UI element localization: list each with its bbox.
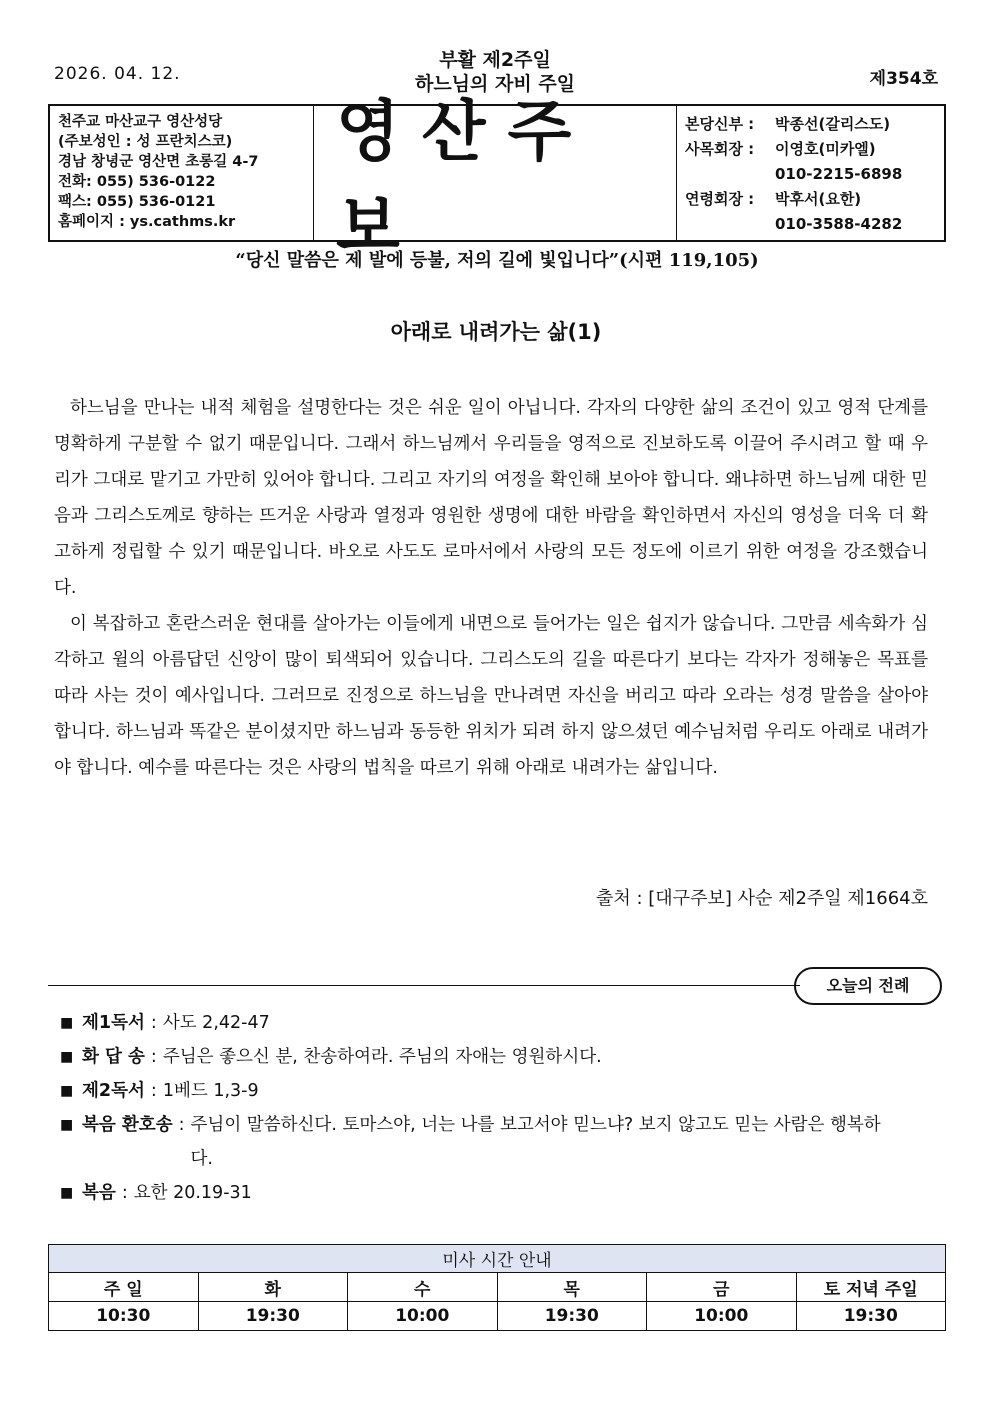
issue-date: 2026. 04. 12. — [54, 64, 181, 84]
issue-number: 제354호 — [869, 69, 938, 89]
mass-day: 금 — [647, 1273, 797, 1302]
reading-value: 사도 2,42-47 — [162, 1013, 270, 1033]
pastor-row — [685, 112, 936, 137]
reading-gospel — [60, 1176, 940, 1210]
reading-separator: : — [121, 1183, 128, 1203]
mass-time: 10:00 — [647, 1302, 797, 1331]
reading-label: 제2독서 — [82, 1081, 145, 1101]
reading-value: 주님은 좋으신 분, 찬송하여라. 주님의 자애는 영원하시다. — [162, 1047, 602, 1067]
article-source: 출처 : [대구주보] 사순 제2주일 제1664호 — [595, 888, 928, 909]
reading-value: 1베드 1,3-9 — [162, 1081, 259, 1101]
parish-fax: 팩스: 055) 536-0121 — [58, 194, 216, 210]
elder-row — [685, 187, 936, 212]
council-phone: 010-2215-6898 — [775, 165, 903, 183]
parish-info — [50, 106, 314, 240]
reading-separator: : — [150, 1047, 157, 1067]
bulletin-title-box — [314, 92, 676, 265]
pastor-name: 박종선(갈리스도) — [775, 115, 891, 133]
scripture-motto: “당신 말씀은 제 발에 등불, 저의 길에 빛입니다”(시편 119,105) — [235, 250, 759, 271]
reading-separator: : — [150, 1081, 157, 1101]
parish-phone: 전화: 055) 536-0122 — [58, 174, 216, 190]
reading-acclamation — [60, 1108, 940, 1176]
square-bullet-icon: ■ — [60, 1117, 74, 1133]
parish-homepage: 홈페이지 : ys.cathms.kr — [58, 214, 236, 230]
article-title: 아래로 내려가는 삶(1) — [390, 320, 602, 344]
reading-label: 제1독서 — [82, 1013, 145, 1033]
staff-info — [676, 106, 944, 240]
mass-days-row — [49, 1273, 946, 1302]
parish-address: 경남 창녕군 영산면 초롱길 4-7 — [58, 154, 259, 170]
council-name: 이영호(미카엘) — [775, 140, 876, 158]
reading-separator: : — [178, 1115, 185, 1135]
elder-label: 연령회장 : — [685, 190, 755, 208]
reading-label: 복음 — [82, 1183, 116, 1203]
reading-psalm — [60, 1040, 940, 1074]
readings-list — [60, 1006, 940, 1210]
square-bullet-icon: ■ — [60, 1185, 74, 1201]
reading-label: 복음 환호송 — [82, 1115, 173, 1135]
elder-phone: 010-3588-4282 — [775, 215, 903, 233]
parish-name: 천주교 마산교구 영산성당 — [58, 114, 223, 130]
mass-schedule-caption: 미사 시간 안내 — [49, 1245, 946, 1273]
reading-second — [60, 1074, 940, 1108]
reading-first — [60, 1006, 940, 1040]
mass-time: 19:30 — [198, 1302, 348, 1331]
liturgy-badge: 오늘의 전례 — [794, 967, 942, 1005]
square-bullet-icon: ■ — [60, 1083, 74, 1099]
square-bullet-icon: ■ — [60, 1015, 74, 1031]
reading-separator: : — [150, 1013, 157, 1033]
section-divider — [48, 985, 800, 986]
mass-day: 토 저녁 주일 — [796, 1273, 946, 1302]
elder-name: 박후서(요한) — [775, 190, 862, 208]
reading-value: 주님이 말씀하신다. 토마스야, 너는 나를 보고서야 믿느냐? 보지 않고도 믿는 사람은 행복하다. — [190, 1115, 881, 1169]
mass-times-row — [49, 1302, 946, 1331]
mass-time: 10:00 — [348, 1302, 498, 1331]
mass-time: 10:30 — [49, 1302, 199, 1331]
mass-schedule-table — [48, 1244, 946, 1331]
mass-time: 19:30 — [497, 1302, 647, 1331]
bulletin-title: 영산주보 — [336, 92, 594, 265]
mass-day: 주 일 — [49, 1273, 199, 1302]
feast-line-1: 부활 제2주일 — [439, 49, 551, 71]
pastor-label: 본당신부 : — [685, 115, 755, 133]
mass-day: 수 — [348, 1273, 498, 1302]
article-paragraph: 하느님을 만나는 내적 체험을 설명한다는 것은 쉬운 일이 아닙니다. 각자의 다양한 삶의 조건이 있고 영적 단계를 명확하게 구분할 수 없기 때문입니다. 그래서 하느님께서 우리들을 영적으로 진보하도록 이끌어 주시려고 할 때 우리가 그대로 맡기고 가만히 있어야 합니다. 그리고 자기의 여정을 확인해 보아야 합니다. 왜냐하면 하느님께 대한 믿음과 그리스도께로 향하는 뜨거운 사랑과 열정과 영원한 생명에 대한 바람을 확인하면서 자신의 영성을 더욱 더 확고하게 정립할 수 있기 때문입니다. 바오로 사도도 로마서에서 사랑의 모든 정도에 이르기 위한 여정을 강조했습니다. — [54, 398, 928, 598]
feast-line-2: 하느님의 자비 주일 — [414, 73, 576, 95]
article-paragraph: 이 복잡하고 혼란스러운 현대를 살아가는 이들에게 내면으로 들어가는 일은 쉽지가 않습니다. 그만큼 세속화가 심각하고 윌의 아름답던 신앙이 많이 퇴색되어 있습니다. 그리스도의 길을 따른다기 보다는 각자가 정해놓은 목표를 따라 사는 것이 예사입니다. 그러므로 진정으로 하느님을 만나려면 자신을 버리고 따라 오라는 성경 말씀을 살아야 합니다. 하느님과 똑같은 분이셨지만 하느님과 동등한 위치가 되려 하지 않으셨던 예수님처럼 우리도 아래로 내려가야 합니다. 예수를 따른다는 것은 사랑의 법칙을 따르기 위해 아래로 내려가는 삶입니다. — [54, 614, 928, 778]
patron-saint: (주보성인 : 성 프란치스코) — [58, 134, 233, 150]
article-body — [54, 390, 928, 786]
mass-day: 목 — [497, 1273, 647, 1302]
council-label: 사목회장 : — [685, 140, 755, 158]
council-row — [685, 137, 936, 162]
mass-time: 19:30 — [796, 1302, 946, 1331]
reading-label: 화 답 송 — [82, 1047, 145, 1067]
square-bullet-icon: ■ — [60, 1049, 74, 1065]
reading-value: 요한 20.19-31 — [133, 1183, 252, 1203]
mass-day: 화 — [198, 1273, 348, 1302]
